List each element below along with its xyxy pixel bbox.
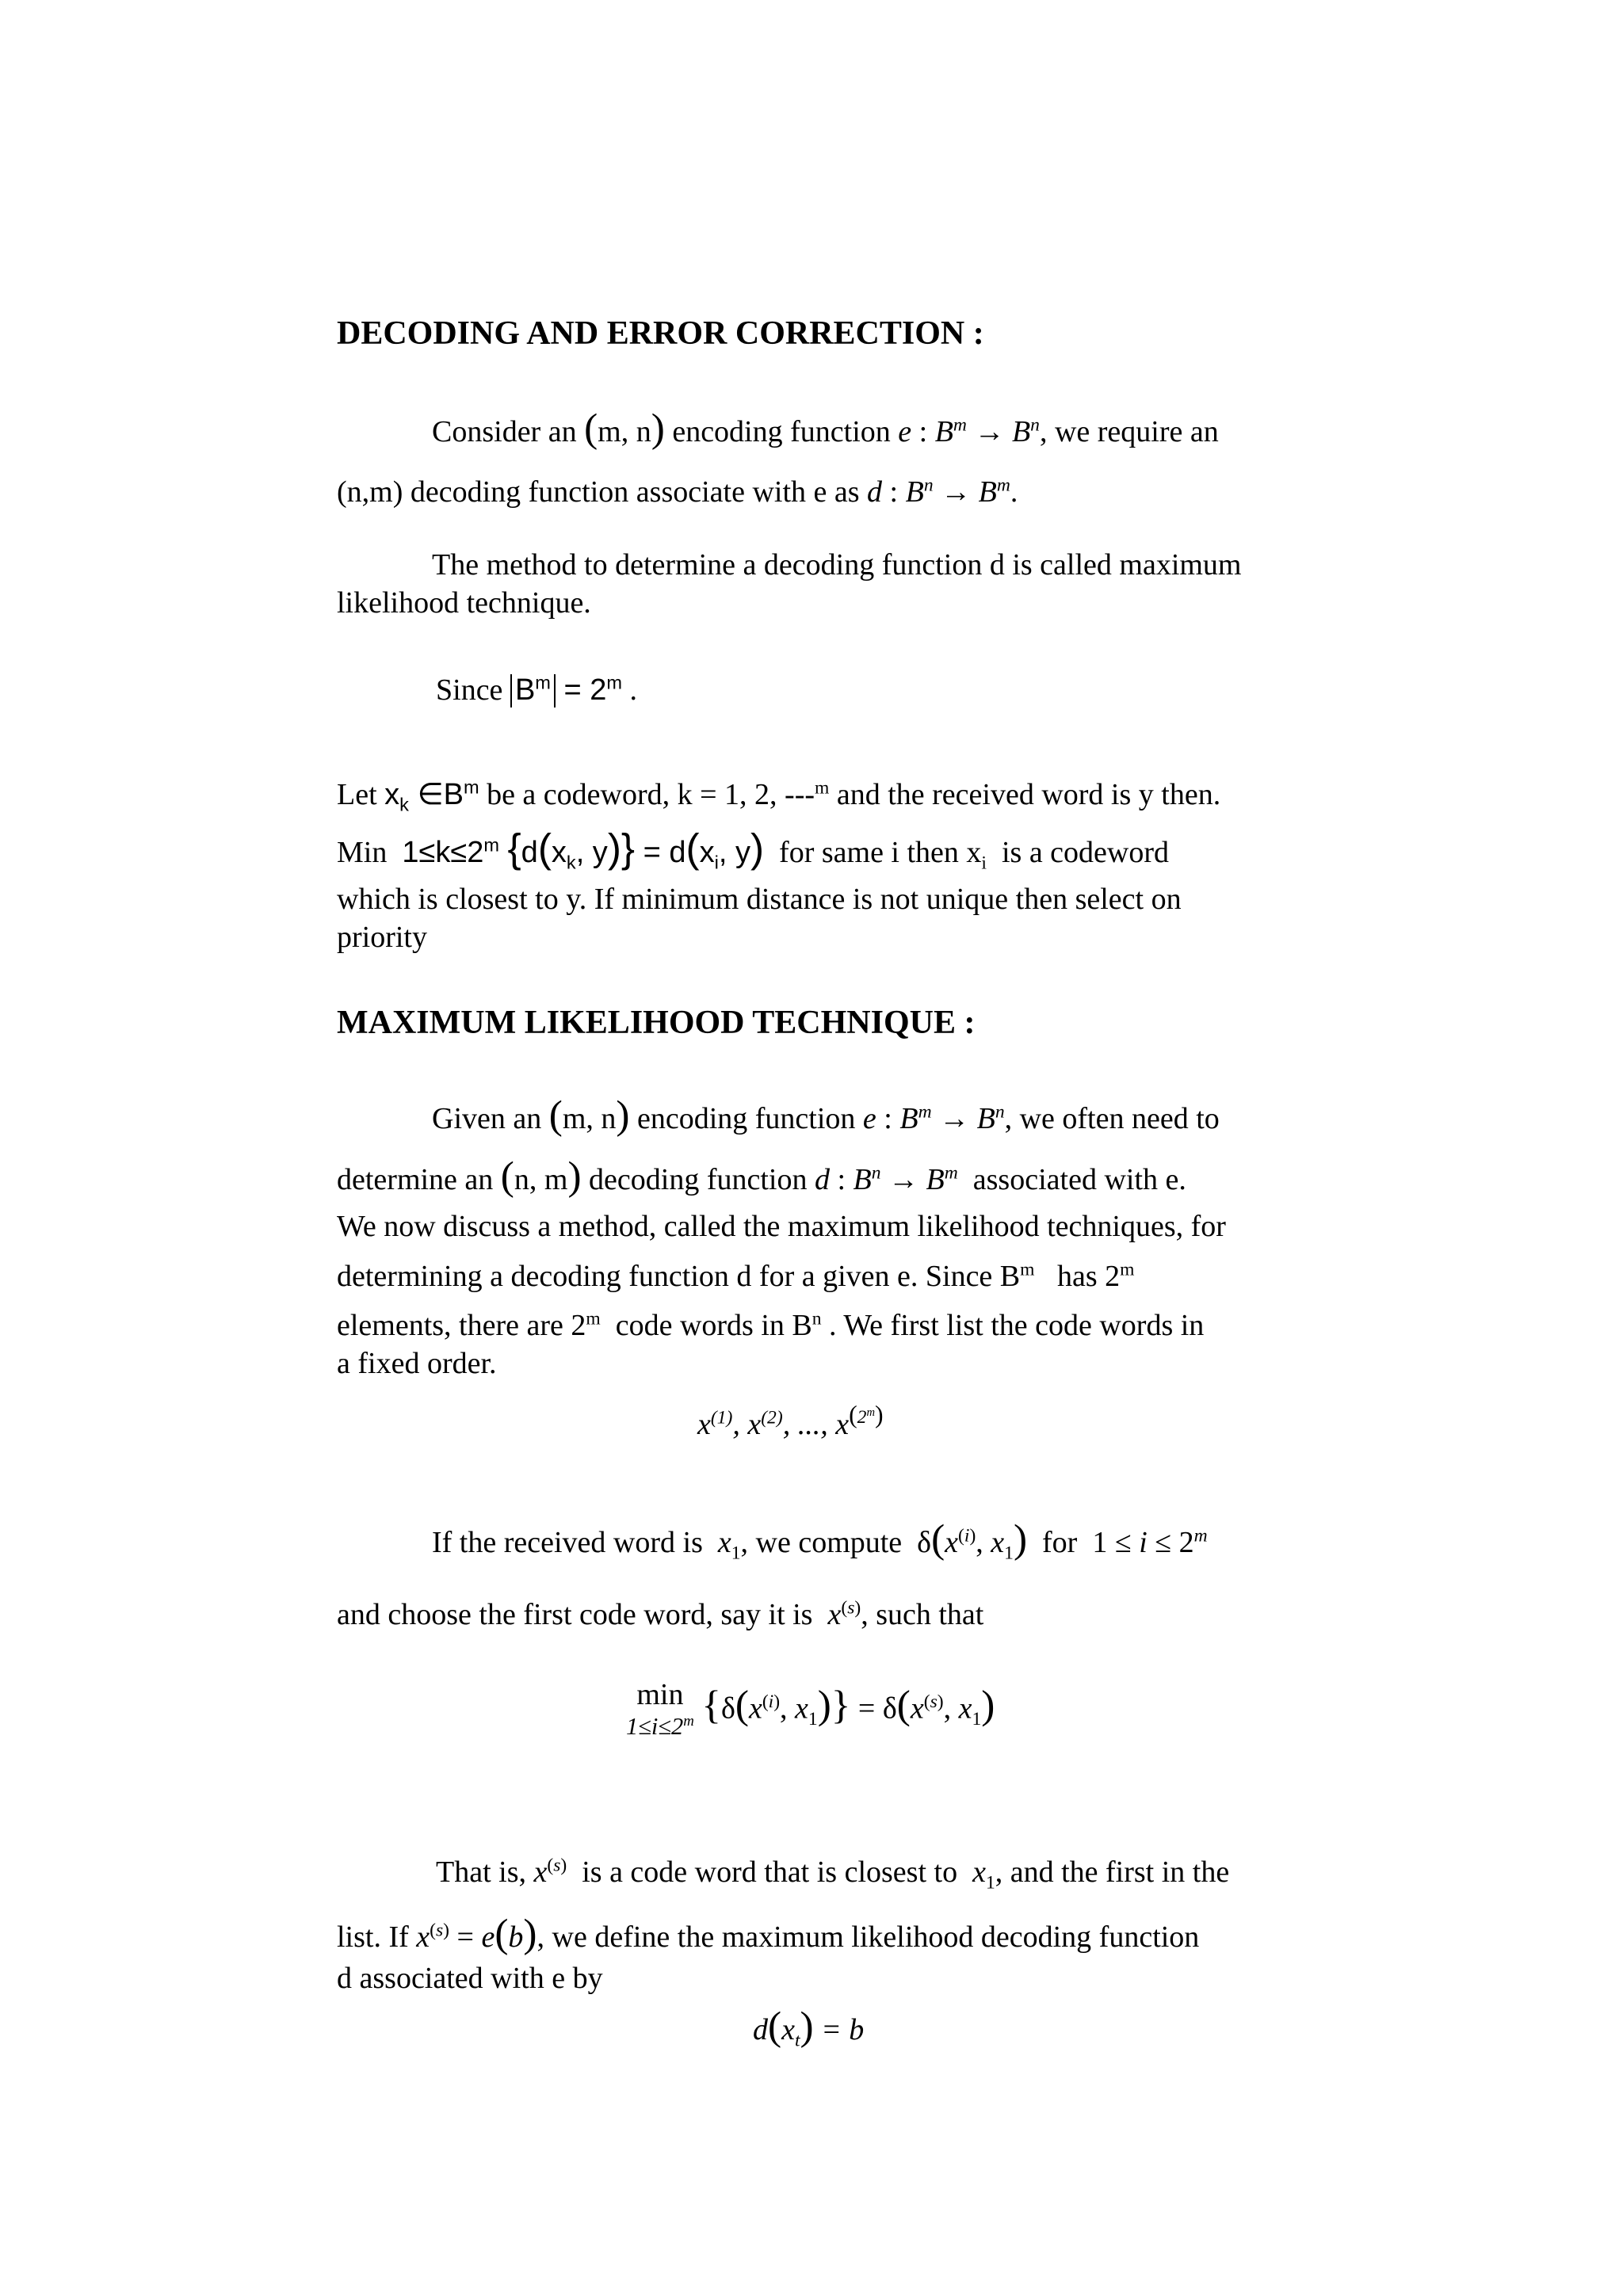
text: Since [436,673,503,707]
text: , and the first in the [995,1855,1230,1889]
text: and choose the first code word, say it is [337,1598,813,1631]
text: is a codeword [1001,836,1170,869]
paragraph-line: Min $1\le k\le 2^m$ {$d(x_k$, $y)\} = d(x_i$, y) for same i then $x_i$ is a codeword [337,826,1170,874]
formula: d [867,475,883,509]
paragraph-line: determine an (n, m) decoding function d : $B^n \to B^m$ associated with e. [337,1154,1186,1199]
text: code words in B [615,1309,812,1342]
paragraph-line: a fixed order. [337,1347,497,1380]
formula: $x_k$ $\in B^m$ [384,776,479,815]
section-heading-decoding: DECODING AND ERROR CORRECTION : [337,315,984,352]
paragraph-line: elements, there are 2$^m$ code words in $B^n$ . We first list the code words in [337,1308,1205,1342]
paragraph-line: d associated with e by [337,1962,603,1995]
paragraph-line: likelihood technique. [337,586,591,620]
text: elements, there are 2 [337,1309,586,1342]
paragraph-line: If the received word is $x_1$, we compute $\delta(x^{(i)}$, $x_1$) for $1 \le i \le 2^m$ [432,1516,1208,1564]
paragraph-line: Consider an (m, n) encoding function e : $B^m \to B^n$, we require an [432,406,1219,451]
text: , we define the maximum likelihood decoding function [537,1920,1200,1954]
text: encoding function [672,415,891,448]
text: determine an [337,1163,494,1196]
codeword-list-formula: $x^{(1)}$, $x^{(2)}$, ..., $x^{(2^m)}$ [697,1401,884,1441]
paragraph-line: Given an (m, n) encoding function e : $B^m \to B^n$, we often need to [432,1093,1220,1138]
text: min [636,1678,684,1711]
section-heading-maximum-likelihood: MAXIMUM LIKELIHOOD TECHNIQUE : [337,1005,976,1041]
text: . We first list the code words in [829,1309,1205,1342]
paragraph-line: and choose the first code word, say it is $x^{(s)}$, such that [337,1597,984,1631]
paragraph-line: That is, $x^{(s)}$ is a code word that is closest to $x_1$, and the first in the [436,1855,1230,1894]
text: Let [337,778,377,811]
text: That is, [436,1855,526,1889]
text: for [1042,1526,1078,1559]
decoding-definition-formula: $d(x_t) = b$ [753,2004,865,2051]
text: and the received word is y then. [836,778,1221,811]
text: , we often need to [1004,1102,1220,1135]
paragraph-line: priority [337,921,427,954]
text: is a code word that is closest to [582,1855,958,1889]
min-formula: min $1\le i\le 2^m$ {$\delta(x^{(i)}$, $x_1)\} = \delta(x^{(s)}$, $x_1$) [626,1678,995,1740]
text: , we require an [1039,415,1219,448]
paragraph-line: list. If $x^{(s)} = e(b)$, we define the maximum likelihood decoding function [337,1911,1200,1956]
text: determining a decoding function d for a given e. Since B [337,1260,1021,1293]
since-line: Since $B^m = 2^m$ . [436,672,637,707]
text: associated with e. [972,1163,1186,1196]
text: Min [337,836,388,869]
text: , such that [861,1598,984,1631]
text: Consider an [432,415,577,448]
text: list. If [337,1920,409,1954]
formula: ( [584,406,598,451]
text: for same i then x [779,836,982,869]
text: Given an [432,1102,542,1135]
text: (n,m) decoding function associate with e as [337,475,860,509]
text: If the received word is [432,1526,703,1559]
paragraph-line: Let $x_k$ $\in B^m$ be a codeword, k = 1, 2, ---$^m$ and the received word is y then. [337,776,1221,815]
formula: e [898,415,912,448]
paragraph-line: We now discuss a method, called the maximum likelihood techniques, for [337,1210,1226,1243]
formula: $B^m$ [510,674,556,707]
formula: $1\le k\le 2^m$ {$d(x_k$, $y)\} = d(x_i$, y) [402,826,765,873]
text: , we compute [740,1526,903,1559]
paragraph-line: determining a decoding function d for a given e. Since $B^m$ has 2$^m$ [337,1259,1135,1293]
text: be a codeword, k = 1, 2, --- [487,778,815,811]
paragraph-line: The method to determine a decoding function d is called maximum [432,548,1242,582]
text: decoding function [589,1163,808,1196]
paragraph-line: (n,m) decoding function associate with e as d : $B^n \to B^m$. [337,475,1018,509]
text: has 2 [1056,1260,1121,1293]
text: encoding function [636,1102,856,1135]
paragraph-line: which is closest to y. If minimum distance is not unique then select on [337,883,1182,916]
